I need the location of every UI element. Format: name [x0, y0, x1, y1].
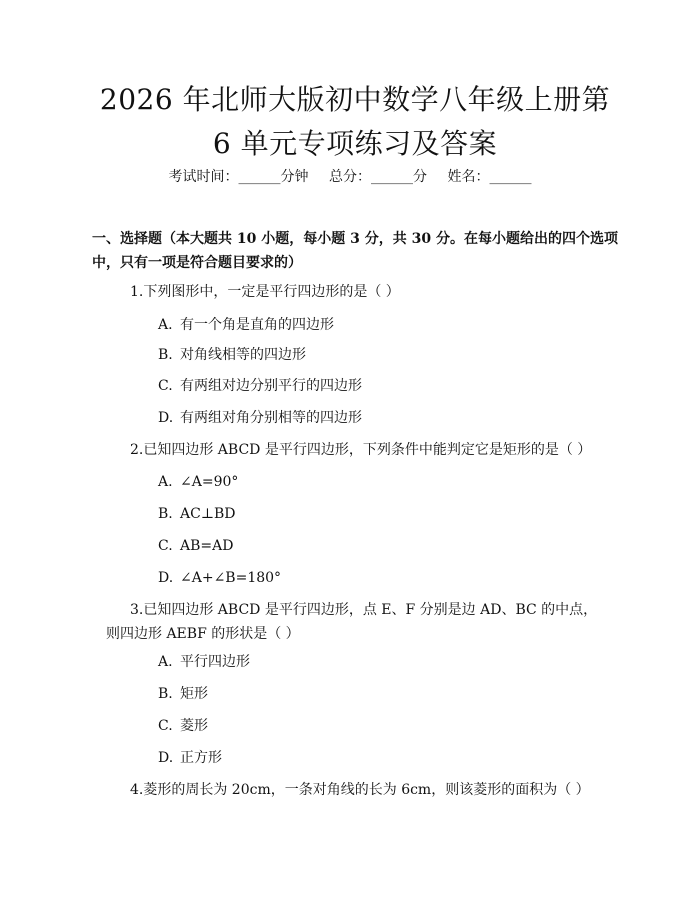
- document-title: 2026 年北师大版初中数学八年级上册第 6 单元专项练习及答案: [99, 83, 611, 160]
- exam-name-label: 姓名：: [447, 169, 490, 185]
- exam-score-blank: ______: [371, 169, 413, 185]
- question-1-option-c: [158, 376, 362, 396]
- question-2-stem: 2.已知四边形 ABCD 是平行四边形，下列条件中能判定它是矩形的是（ ）: [130, 442, 592, 458]
- question-3-option-d: [158, 748, 222, 768]
- option-text: 对角线相等的四边形: [180, 347, 306, 363]
- option-text: 有两组对角分别相等的四边形: [180, 410, 362, 426]
- option-letter: A.: [158, 317, 173, 333]
- exam-score: [329, 169, 431, 185]
- option-text: 有两组对边分别平行的四边形: [180, 378, 362, 394]
- option-text: ∠A=90°: [180, 474, 239, 490]
- option-text: 矩形: [180, 686, 208, 702]
- option-letter: B.: [158, 347, 173, 363]
- option-letter: D.: [158, 750, 174, 766]
- question-3-option-c: [158, 716, 208, 736]
- exam-name-blank: ______: [489, 169, 532, 185]
- option-text: 菱形: [180, 718, 208, 734]
- option-text: 平行四边形: [180, 654, 250, 670]
- question-3-option-a: [158, 652, 250, 672]
- option-letter: A.: [158, 474, 173, 490]
- question-2-option-d: [158, 568, 281, 588]
- exam-score-unit: 分: [413, 169, 427, 185]
- option-text: AC⊥BD: [180, 506, 236, 522]
- option-text: ∠A+∠B=180°: [180, 570, 282, 586]
- exam-time-label: 考试时间：: [168, 169, 239, 185]
- question-1-option-d: [158, 408, 362, 428]
- section-heading: 一、选择题（本大题共 10 小题，每小题 3 分，共 30 分。在每小题给出的四个选项中，只有一项是符合题目要求的）: [92, 231, 618, 271]
- option-letter: D.: [158, 570, 174, 586]
- exam-info-line: [0, 166, 700, 188]
- option-letter: C.: [158, 718, 173, 734]
- exam-time-unit: 分钟: [280, 169, 309, 185]
- question-2-option-c: [158, 536, 233, 556]
- option-letter: B.: [158, 686, 173, 702]
- question-3-stem: 3.已知四边形 ABCD 是平行四边形，点 E、F 分别是边 AD、BC 的中点，则四边形 AEBF 的形状是（ ）: [106, 602, 598, 642]
- exam-name: [447, 169, 531, 185]
- question-1-stem: 1.下列图形中，一定是平行四边形的是（ ）: [130, 284, 400, 300]
- question-3-option-b: [158, 684, 208, 704]
- option-letter: C.: [158, 538, 173, 554]
- option-text: 正方形: [180, 750, 222, 766]
- question-4-stem: 4.菱形的周长为 20cm，一条对角线的长为 6cm，则该菱形的面积为（ ）: [130, 782, 590, 798]
- exam-time: [169, 169, 313, 185]
- option-letter: B.: [158, 506, 173, 522]
- option-letter: A.: [158, 654, 173, 670]
- option-text: 有一个角是直角的四边形: [180, 317, 334, 333]
- question-1-option-b: [158, 345, 306, 365]
- exam-time-blank: ______: [238, 169, 281, 185]
- question-2-option-a: [158, 472, 238, 492]
- question-2-option-b: [158, 504, 236, 524]
- option-letter: D.: [158, 410, 174, 426]
- question-1-option-a: [158, 315, 334, 335]
- option-letter: C.: [158, 378, 173, 394]
- exam-score-label: 总分：: [329, 169, 371, 185]
- option-text: AB=AD: [180, 538, 234, 554]
